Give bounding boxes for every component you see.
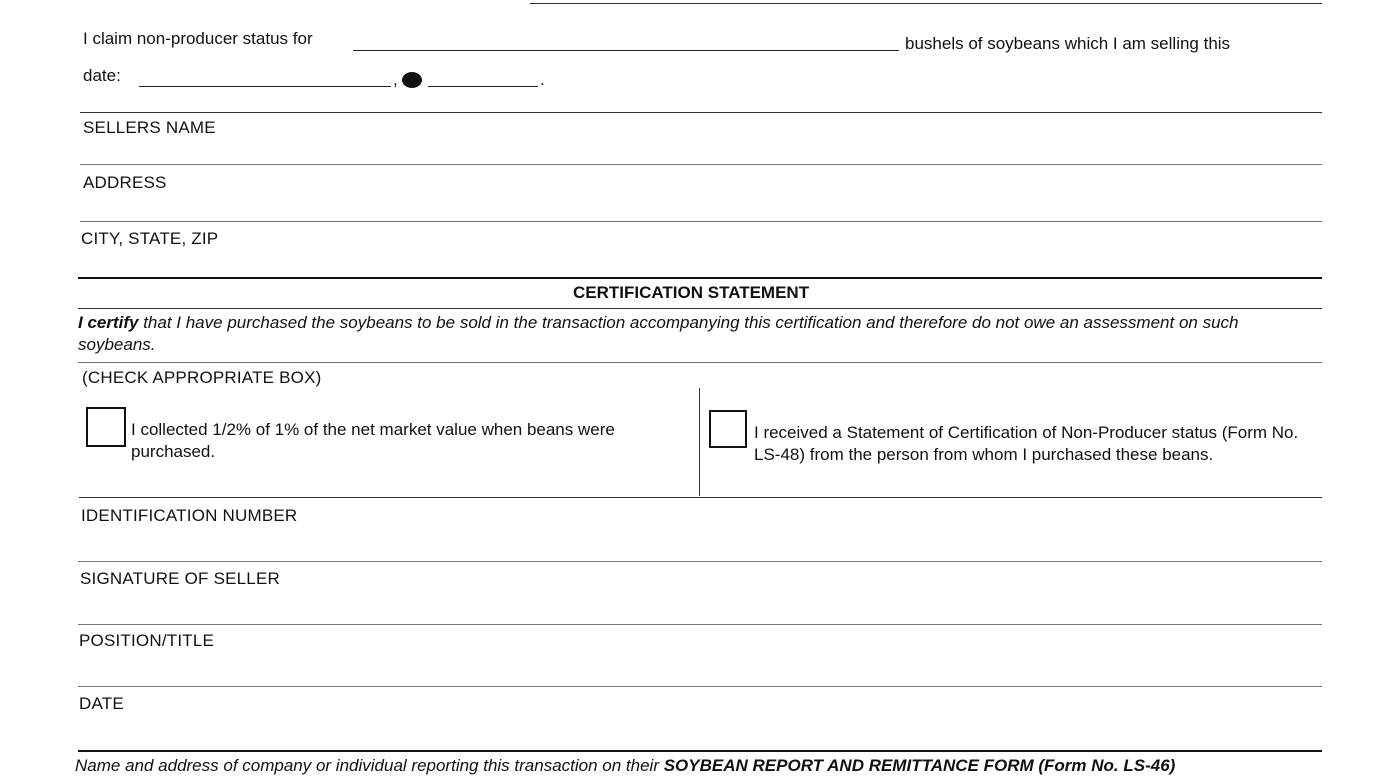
footer-form-name: SOYBEAN REPORT AND REMITTANCE FORM (Form No. LS-46) [663,756,1176,775]
heading-underline [78,308,1322,309]
position-title-label: POSITION/TITLE [79,631,215,650]
sellers-name-field[interactable] [80,164,1322,165]
sellers-name-label: SELLERS NAME [83,118,216,137]
date-month-day-field[interactable] [139,86,391,87]
date-label: date: [83,66,121,85]
footer-text [75,756,1175,776]
date-year-field[interactable] [428,86,538,87]
city-state-zip-label: CITY, STATE, ZIP [81,229,219,248]
option-collected-text: I collected 1/2% of 1% of the net market value when beans were purchased. [131,420,615,461]
certify-lead: I certify [78,313,139,332]
option-received-text: I received a Statement of Certification of Non-Producer status (Form No. LS-48) from the person from whom I purchased these beans. [754,423,1299,464]
ink-blot [402,72,422,88]
top-border [530,3,1322,4]
footer-divider [78,750,1322,752]
certify-body: that I have purchased the soybeans to be sold in the transaction accompanying this certification and therefore do not owe an assessment on such soybeans. [78,313,1239,354]
divider [79,497,1322,498]
section-divider [78,277,1322,279]
signature-of-seller-label: SIGNATURE OF SELLER [80,569,280,588]
option-received-checkbox[interactable] [709,410,747,448]
claim-prefix: I claim non-producer status for [83,29,313,48]
certification-text [78,312,1278,356]
option-collected-checkbox[interactable] [86,407,126,447]
identification-number-field[interactable] [78,561,1322,562]
claim-suffix: bushels of soybeans which I am selling this [905,34,1231,53]
date-separator: , [393,70,398,89]
address-field[interactable] [80,221,1322,222]
date-end: . [540,70,545,89]
identification-number-label: IDENTIFICATION NUMBER [81,506,298,525]
position-title-field[interactable] [78,686,1322,687]
signature-field[interactable] [78,624,1322,625]
bushels-field[interactable] [353,50,899,51]
date-field-label: DATE [79,694,124,713]
divider [80,112,1322,113]
certification-heading: CERTIFICATION STATEMENT [573,283,810,302]
option-separator [699,388,700,496]
address-label: ADDRESS [83,173,167,192]
footer-lead: Name and address of company or individual reporting this transaction on their [75,756,664,775]
divider [78,362,1322,363]
check-appropriate-label: (CHECK APPROPRIATE BOX) [82,368,322,387]
